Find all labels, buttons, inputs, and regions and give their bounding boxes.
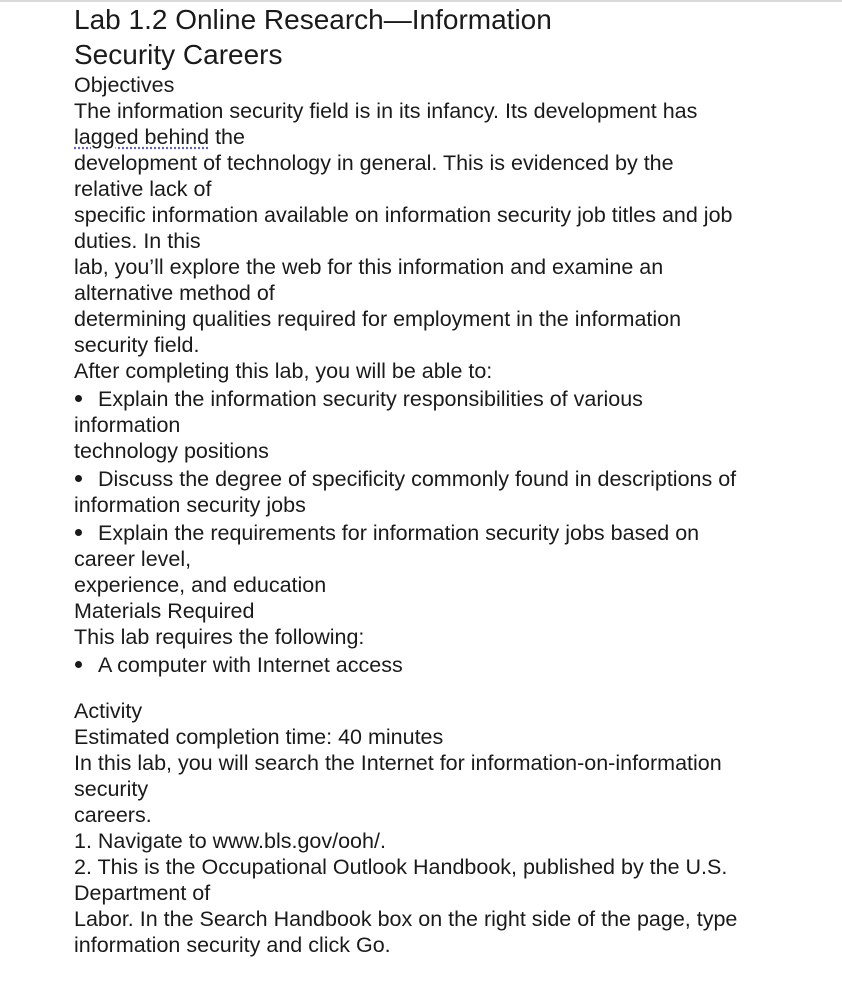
step-1: 1. Navigate to www.bls.gov/ooh/. (74, 829, 386, 853)
text-line: careers. (74, 803, 152, 827)
step-2: 2. This is the Occupational Outlook Handbook, published by the U.S. (74, 855, 728, 879)
list-item-continuation: experience, and education (74, 573, 327, 597)
document-page (74, 2, 804, 958)
text-line: relative lack of (74, 177, 212, 201)
materials-heading: Materials Required (74, 599, 255, 623)
text-line (74, 124, 804, 150)
list-item (74, 650, 804, 678)
text-line: lab, you’ll explore the web for this information and examine an (74, 255, 664, 279)
text-fragment: the (209, 125, 245, 149)
objectives-bullet-list (74, 384, 804, 598)
list-item (74, 518, 804, 546)
objectives-heading: Objectives (74, 73, 175, 97)
text-line: specific information available on information security job titles and job (74, 203, 733, 227)
list-item-text: Explain the information security responsibilities of various (98, 387, 643, 411)
title-line-1: Lab 1.2 Online Research—Information (74, 4, 552, 35)
bullet-icon (74, 466, 98, 492)
list-item-continuation: information (74, 413, 181, 437)
title-line-2: Security Careers (74, 39, 283, 70)
bullet-icon (74, 652, 98, 678)
activity-time: Estimated completion time: 40 minutes (74, 725, 444, 749)
list-item-continuation: technology positions (74, 439, 269, 463)
bullet-icon (74, 520, 98, 546)
text-line: alternative method of (74, 281, 275, 305)
text-line: In this lab, you will search the Internet for information-on-information (74, 751, 722, 775)
text-line: security field. (74, 333, 200, 357)
list-item-continuation: career level, (74, 547, 192, 571)
section-spacer (74, 678, 804, 698)
spellcheck-flagged-phrase[interactable]: lagged behind (74, 125, 210, 149)
materials-intro: This lab requires the following: (74, 625, 365, 649)
document-title (74, 2, 804, 72)
text-line: security (74, 777, 149, 801)
list-item-text: Explain the requirements for information security jobs based on (98, 521, 700, 545)
text-line: Department of (74, 881, 211, 905)
list-item-text: Discuss the degree of specificity commonly found in descriptions of (98, 467, 737, 491)
text-line: duties. In this (74, 229, 201, 253)
objectives-paragraph (74, 98, 804, 358)
text-line: Labor. In the Search Handbook box on the right side of the page, type (74, 907, 738, 931)
text-line: The information security field is in its infancy. Its development has (74, 99, 698, 123)
list-item (74, 384, 804, 412)
text-line: information security and click Go. (74, 933, 391, 957)
activity-heading: Activity (74, 699, 143, 723)
list-item-continuation: information security jobs (74, 493, 306, 517)
list-item (74, 464, 804, 492)
objectives-intro: After completing this lab, you will be able to: (74, 359, 493, 383)
text-line: development of technology in general. This is evidenced by the (74, 151, 674, 175)
bullet-icon (74, 386, 98, 412)
list-item-text: A computer with Internet access (98, 653, 403, 677)
text-line: determining qualities required for employment in the information (74, 307, 682, 331)
